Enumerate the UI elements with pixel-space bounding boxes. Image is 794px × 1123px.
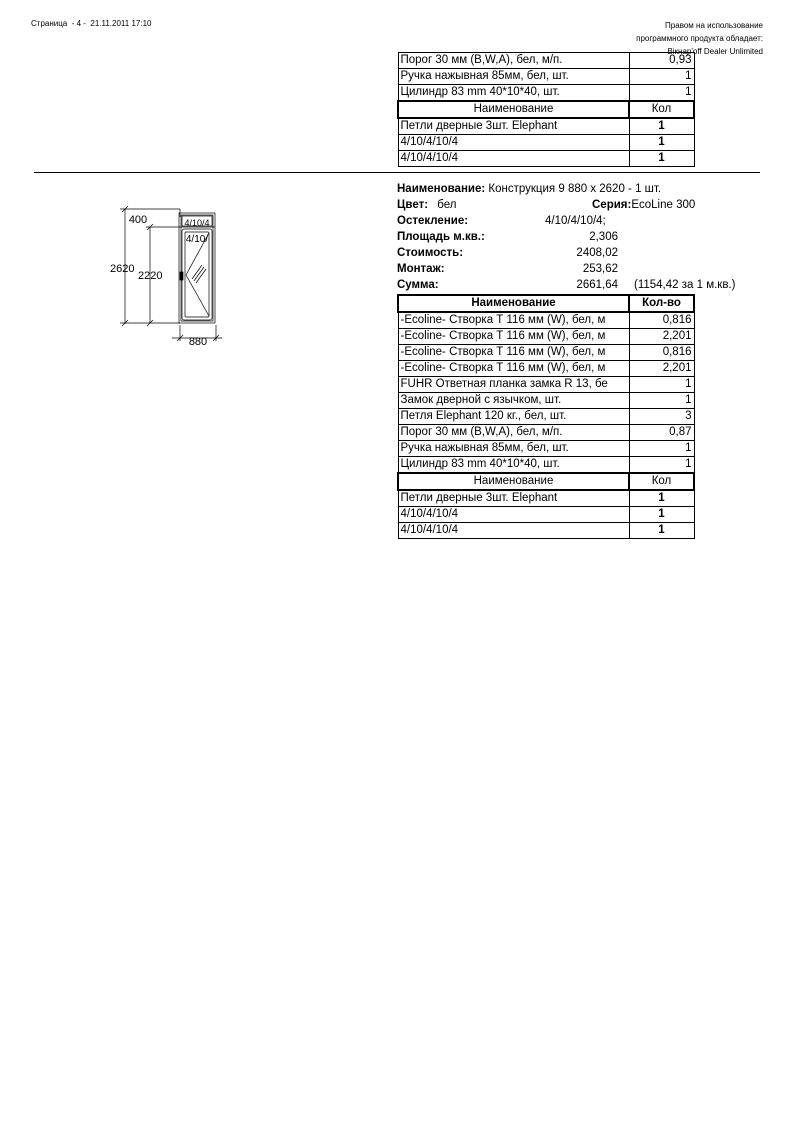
item-qty: 0,816 — [629, 345, 694, 361]
series-value: EcoLine 300 — [631, 199, 696, 211]
item-name: Порог 30 мм (B,W,A), бел, м/п. — [398, 425, 629, 441]
section-divider — [34, 172, 760, 173]
glazing-value: 4/10/4/10/4; — [545, 215, 606, 227]
table-header-row — [398, 295, 694, 312]
sum-value: 2661,64 — [576, 279, 618, 291]
table-row — [398, 377, 694, 393]
item-name: 4/10/4/10/4 — [398, 151, 629, 167]
cost-value: 2408,02 — [576, 247, 618, 259]
items-table — [397, 294, 695, 539]
item-name: -Ecoline- Створка Т 116 мм (W), бел, м — [398, 329, 629, 345]
cost-row — [397, 245, 757, 261]
table-row — [398, 151, 694, 167]
item-name: -Ecoline- Створка Т 116 мм (W), бел, м — [398, 312, 629, 329]
table-header-row — [398, 101, 694, 118]
item-name: Петля Elephant 120 кг., бел, шт. — [398, 409, 629, 425]
sum-row — [397, 277, 757, 293]
item-name: Петли дверные 3шт. Elephant — [398, 490, 629, 507]
door-glass-label: 4/10/ — [185, 234, 209, 245]
item-name: Петли дверные 3шт. Elephant — [398, 118, 629, 135]
color-label: Цвет: — [397, 199, 429, 211]
transom-glass-label: 4/10/4 — [184, 218, 210, 228]
column-header-name: Наименование — [398, 473, 629, 490]
table-row — [398, 312, 694, 329]
column-header-name: Наименование — [398, 101, 629, 118]
item-qty: 1 — [629, 85, 694, 102]
item-qty: 2,201 — [629, 361, 694, 377]
mount-label: Монтаж: — [397, 263, 445, 275]
table-row — [398, 507, 694, 523]
license-line-2: программного продукта обладает: — [636, 34, 763, 43]
per-m2-value: (1154,42 за 1 м.кв.) — [634, 279, 736, 291]
item-qty: 1 — [629, 69, 694, 85]
item-qty: 1 — [629, 507, 694, 523]
item-name: 4/10/4/10/4 — [398, 507, 629, 523]
name-value: Конструкция 9 880 x 2620 - 1 шт. — [488, 183, 662, 195]
table-row — [398, 69, 694, 85]
item-qty: 3 — [629, 409, 694, 425]
transom-height-label: 400 — [128, 214, 148, 226]
column-header-qty: Кол — [629, 473, 694, 490]
mount-value: 253,62 — [582, 263, 618, 275]
mount-row — [397, 261, 757, 277]
page-header-left: Страница - 4 - 21.11.2011 17:10 — [31, 19, 152, 28]
series-label: Серия: — [592, 199, 632, 211]
item-name: 4/10/4/10/4 — [398, 135, 629, 151]
item-name: -Ecoline- Створка Т 116 мм (W), бел, м — [398, 361, 629, 377]
construction-name-row — [397, 181, 757, 197]
name-label: Наименование: — [397, 183, 486, 195]
cost-label: Стоимость: — [397, 247, 464, 259]
item-qty: 0,87 — [629, 425, 694, 441]
table-row — [398, 393, 694, 409]
table-row — [398, 409, 694, 425]
table-row — [398, 441, 694, 457]
table-row — [398, 361, 694, 377]
total-height-label: 2620 — [110, 263, 135, 275]
item-qty: 1 — [629, 523, 694, 539]
item-qty: 1 — [629, 457, 694, 474]
glazing-label: Остекление: — [397, 215, 469, 227]
item-qty: 1 — [629, 441, 694, 457]
area-value: 2,306 — [589, 231, 618, 243]
table-header-row — [398, 473, 694, 490]
item-qty: 1 — [629, 393, 694, 409]
table-row — [398, 53, 694, 69]
color-row — [397, 197, 757, 213]
item-name: Замок дверной с язычком, шт. — [398, 393, 629, 409]
sum-label: Сумма: — [397, 279, 439, 291]
item-qty: 2,201 — [629, 329, 694, 345]
table-row — [398, 118, 694, 135]
door-height-label: 2220 — [138, 270, 163, 282]
column-header-qty: Кол — [629, 101, 694, 118]
item-name: 4/10/4/10/4 — [398, 523, 629, 539]
item-name: FUHR Ответная планка замка R 13, бе — [398, 377, 629, 393]
item-qty: 1 — [629, 490, 694, 507]
table-row — [398, 345, 694, 361]
item-qty: 0,93 — [629, 53, 694, 69]
item-qty: 1 — [629, 151, 694, 167]
column-header-qty: Кол-во — [629, 295, 694, 312]
table-row — [398, 85, 694, 102]
area-row — [397, 229, 757, 245]
construction-info — [397, 181, 757, 293]
table-row — [398, 329, 694, 345]
door-drawing — [110, 205, 235, 347]
column-header-name: Наименование — [398, 295, 629, 312]
license-line-1: Правом на использование — [665, 21, 763, 30]
width-label: 880 — [188, 336, 208, 347]
table-row — [398, 523, 694, 539]
area-label: Площадь м.кв.: — [397, 231, 485, 243]
table-row — [398, 457, 694, 474]
item-name: Порог 30 мм (B,W,A), бел, м/п. — [398, 53, 629, 69]
table-row — [398, 490, 694, 507]
item-name: Ручка нажывная 85мм, бел, шт. — [398, 441, 629, 457]
item-name: Цилиндр 83 mm 40*10*40, шт. — [398, 85, 629, 102]
color-value: бел — [437, 199, 457, 211]
item-qty: 1 — [629, 377, 694, 393]
table-row — [398, 425, 694, 441]
license-line-3: Вікнар'off Dealer Unlimited — [667, 47, 763, 56]
item-qty: 1 — [629, 135, 694, 151]
item-qty: 0,816 — [629, 312, 694, 329]
item-name: -Ecoline- Створка Т 116 мм (W), бел, м — [398, 345, 629, 361]
top-items-table — [397, 52, 695, 167]
glazing-row — [397, 213, 757, 229]
item-qty: 1 — [629, 118, 694, 135]
table-row — [398, 135, 694, 151]
item-name: Цилиндр 83 mm 40*10*40, шт. — [398, 457, 629, 474]
item-name: Ручка нажывная 85мм, бел, шт. — [398, 69, 629, 85]
